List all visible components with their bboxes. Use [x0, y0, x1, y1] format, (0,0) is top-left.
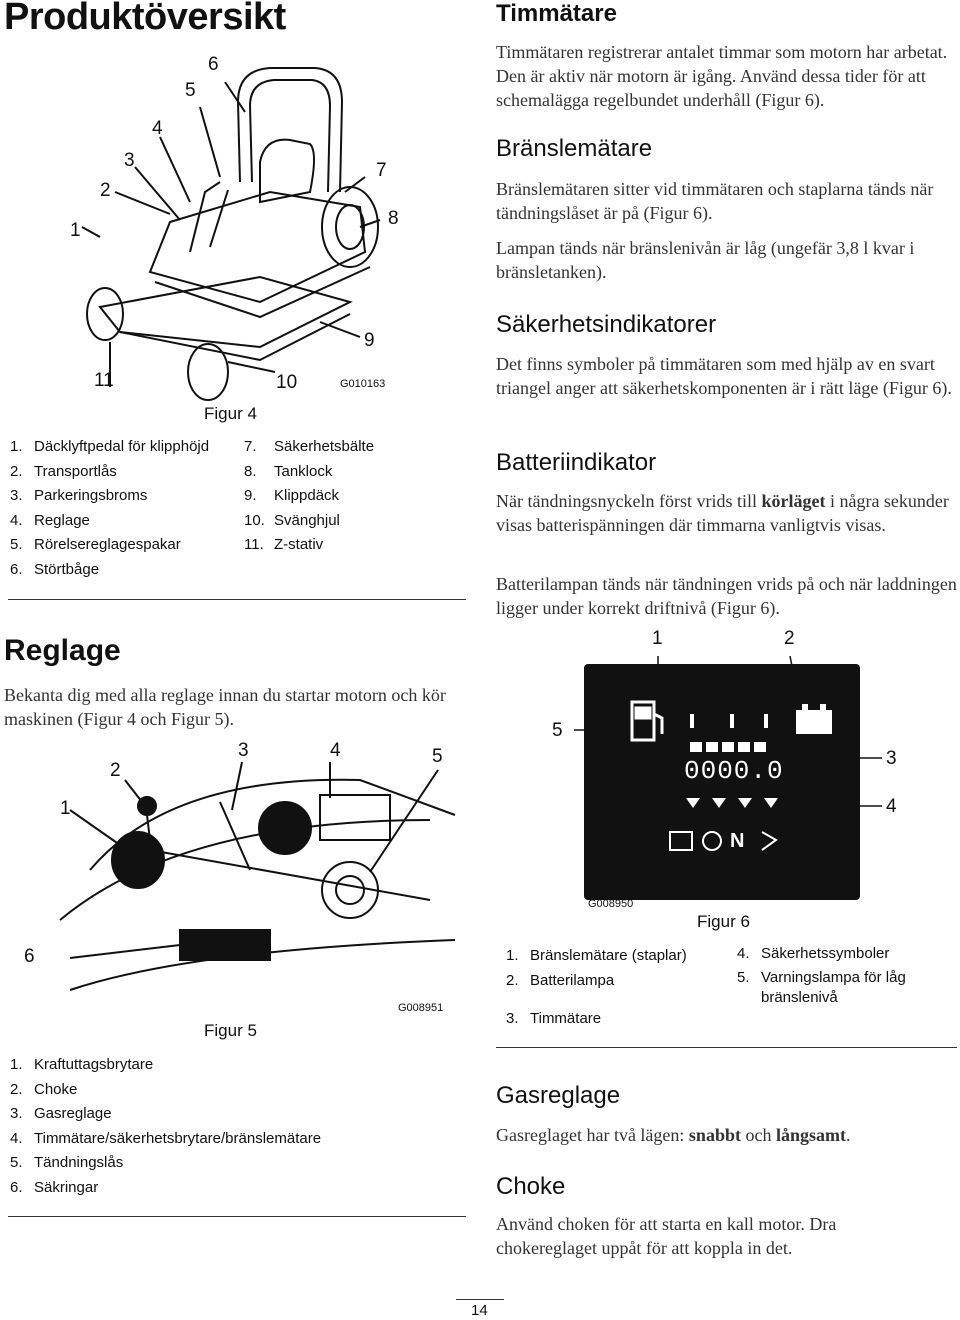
fig6-code: G008950 [588, 898, 634, 910]
fig4-callout-1: 1 [70, 220, 81, 241]
sakerhet-heading: Säkerhetsindikatorer [496, 311, 717, 338]
fig6-callout-1: 1 [652, 628, 663, 649]
gasreglage-heading: Gasreglage [496, 1082, 621, 1109]
fig4-callout-11: 11 [94, 370, 114, 391]
fig4-caption: Figur 4 [204, 404, 257, 423]
list-item: 8. Tanklock [244, 462, 333, 480]
list-item: 6. Säkringar [10, 1178, 99, 1196]
divider [496, 1047, 957, 1048]
list-item: 2. Batterilampa [506, 971, 615, 989]
fig4-callout-3: 3 [124, 150, 135, 171]
fig5-callout-2: 2 [110, 760, 121, 781]
list-item: 4. Timmätare/säkerhetsbrytare/bränslemätare [10, 1129, 322, 1147]
list-item: 1. Kraftuttagsbrytare [10, 1056, 154, 1073]
batteri-text-2: Batterilampan tänds när tändningen vrids på och när laddningen ligger under korrekt driftnivå (Figur 6). [496, 574, 957, 618]
list-item: 5. Tändningslås [10, 1154, 124, 1171]
list-item: 11. Z-stativ [244, 536, 324, 553]
fig4-callout-9: 9 [364, 330, 375, 351]
fig5-callout-6: 6 [24, 946, 35, 967]
list-item: 3. Parkeringsbroms [10, 487, 148, 504]
list-item: 3. Timmätare [506, 1010, 602, 1027]
reglage-heading: Reglage [4, 634, 121, 667]
batteri-text-1: När tändningsnyckeln först vrids till körläget i några sekunder visas batterispänningen där timmarna vanligtvis visas. [496, 491, 949, 535]
fig4-code: G010163 [340, 378, 386, 390]
choke-heading: Choke [496, 1173, 566, 1200]
sakerhet-text: Det finns symboler på timmätaren som med hjälp av en svart triangel anger att säkerhetskomponenten är i rätt läge (Figur 6). [496, 354, 952, 398]
fig4-callout-4: 4 [152, 118, 163, 139]
divider [8, 1216, 466, 1217]
list-item: 9. Klippdäck [244, 487, 340, 504]
list-item: 2. Choke [10, 1080, 78, 1098]
fig6-callout-2: 2 [784, 628, 795, 649]
batteri-heading: Batteriindikator [496, 449, 657, 476]
mower-illustration [60, 42, 400, 412]
reglage-text: Bekanta dig med alla reglage innan du startar motorn och kör maskinen (Figur 4 och Figur 5). [4, 685, 446, 729]
branslematare-text-1: Bränslemätaren sitter vid timmätaren och staplarna tänds när tändningslåset är på (Figur 6). [496, 179, 934, 223]
figure-4 [60, 42, 400, 412]
fig4-callout-2: 2 [100, 180, 111, 201]
branslematare-heading: Bränslemätare [496, 135, 653, 162]
fig4-callout-5: 5 [185, 80, 196, 101]
fig4-callout-7: 7 [376, 160, 387, 181]
page-title: Produktöversikt [4, 0, 286, 38]
list-item: 6. Störtbåge [10, 560, 100, 578]
figure-5 [24, 740, 460, 1040]
fig4-legend-right [244, 435, 444, 558]
fig6-callout-3: 3 [886, 748, 897, 769]
page-number-rule [456, 1299, 504, 1300]
fig6-legend-right [737, 944, 937, 1008]
list-item: 10. Svänghjul [244, 511, 340, 529]
control-panel-illustration [30, 740, 460, 1040]
fig4-callout-8: 8 [388, 208, 399, 229]
hour-meter-digits: 0000.0 [684, 756, 784, 786]
list-item: 4. Säkerhetssymboler [737, 945, 890, 962]
fig5-callout-5: 5 [432, 746, 443, 767]
page-number: 14 [471, 1302, 488, 1319]
fig4-legend-left [10, 435, 250, 582]
gasreglage-text: Gasreglaget har två lägen: snabbt och långsamt. [496, 1125, 851, 1145]
fig5-code: G008951 [398, 1002, 444, 1014]
list-item: 7. Säkerhetsbälte [244, 438, 375, 455]
fig5-callout-3: 3 [238, 740, 249, 761]
fig4-callout-10: 10 [276, 372, 298, 393]
list-item: 5. Rörelsereglagespakar [10, 536, 181, 553]
neutral-icon: N [730, 830, 745, 852]
list-item: 3. Gasreglage [10, 1105, 112, 1122]
fig5-caption: Figur 5 [204, 1021, 257, 1040]
fig5-legend [10, 1053, 430, 1200]
list-item: 1. Däcklyftpedal för klipphöjd [10, 438, 210, 455]
fig5-callout-1: 1 [60, 798, 71, 819]
list-item: 2. Transportlås [10, 462, 117, 480]
figure-6 [540, 626, 920, 916]
fig6-callout-4: 4 [886, 796, 897, 817]
choke-text: Använd choken för att starta en kall motor. Dra chokereglaget uppåt för att koppla in det. [496, 1214, 837, 1258]
timmatare-text: Timmätaren registrerar antalet timmar som motorn har arbetat. Den är aktiv när motorn är igång. Använd dessa tider för att schemalägga regelbundet underhåll (Figur 6). [496, 42, 948, 110]
list-item: 5. Varningslampa för låg bränslenivå [737, 969, 906, 1006]
fig5-callout-4: 4 [330, 740, 341, 761]
branslematare-text-2: Lampan tänds när bränslenivån är låg (ungefär 3,8 l kvar i bränsletanken). [496, 238, 915, 282]
fig4-callout-6: 6 [208, 54, 219, 75]
fig6-callout-5: 5 [552, 720, 563, 741]
fig6-caption: Figur 6 [697, 912, 750, 931]
list-item: 1. Bränslemätare (staplar) [506, 947, 687, 964]
fig6-legend-left [506, 944, 736, 1032]
timmatare-heading: Timmätare [496, 0, 617, 27]
list-item: 4. Reglage [10, 511, 90, 529]
divider [8, 599, 466, 600]
